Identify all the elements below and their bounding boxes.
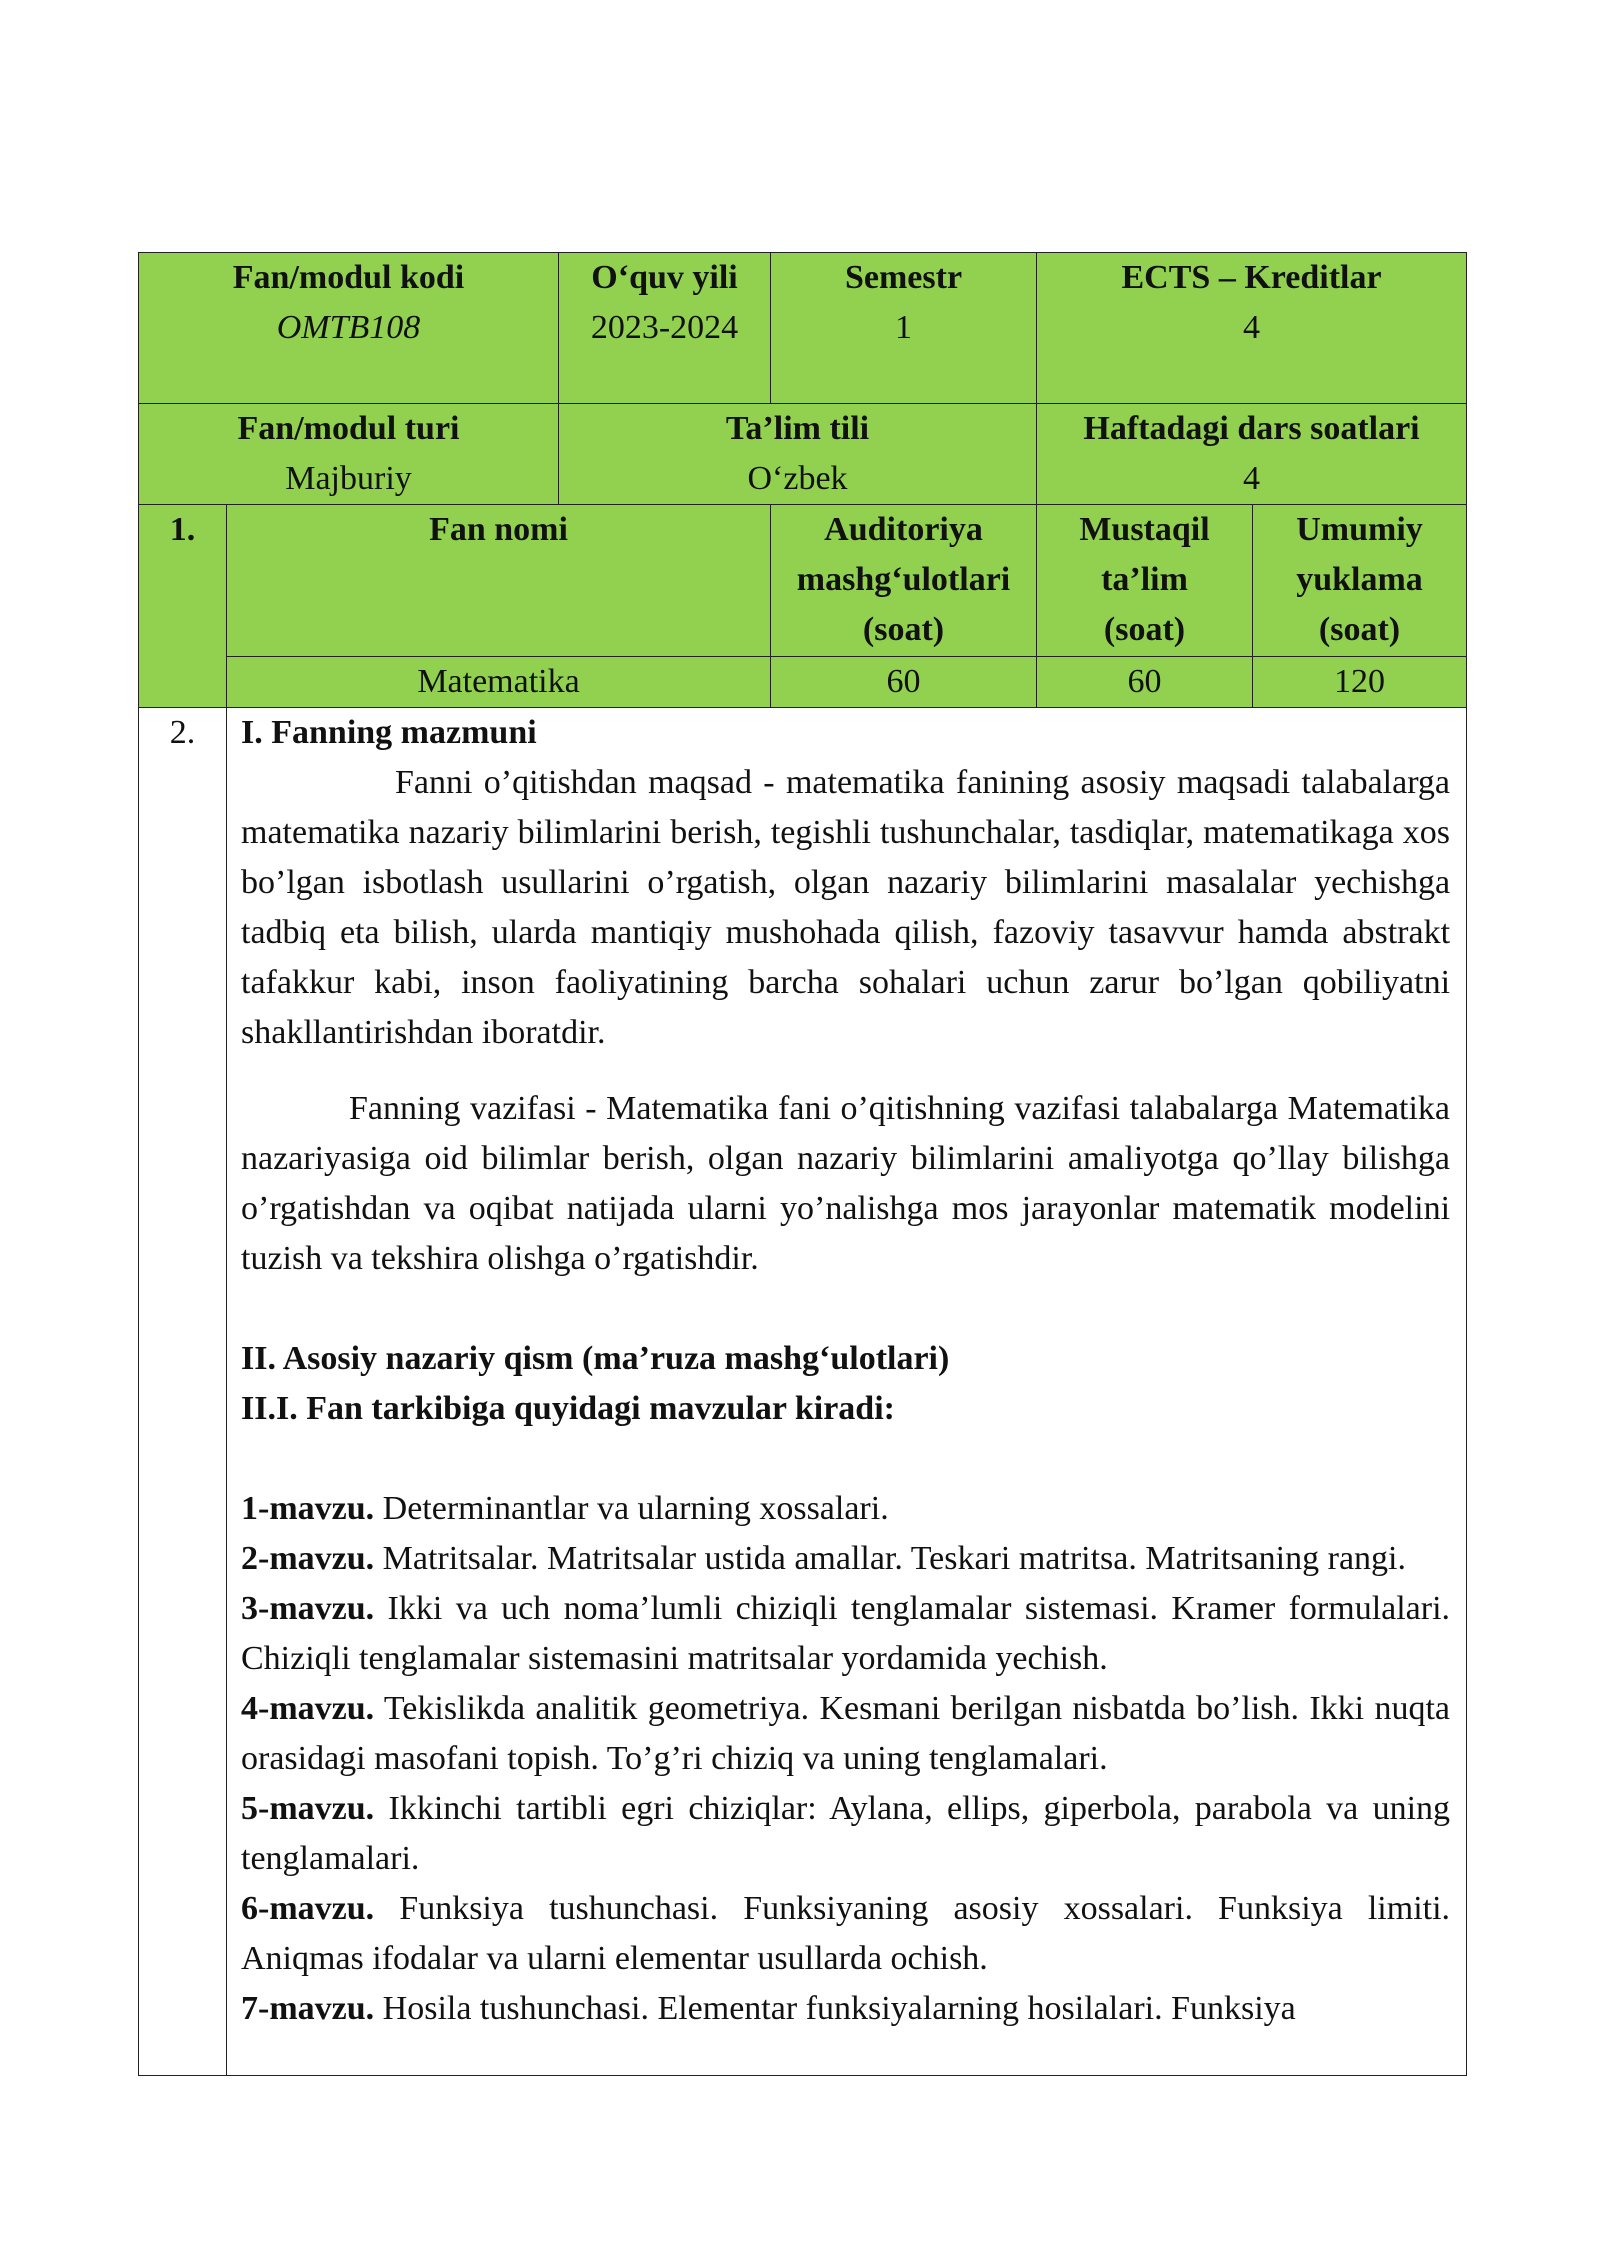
auditorium-hours-value: 60 [771, 657, 1037, 708]
topic-item [241, 1534, 1450, 1584]
module-type-value: Majburiy [285, 460, 412, 497]
module-code-label: Fan/modul kodi [232, 259, 465, 296]
topic-item [241, 1484, 1450, 1534]
topic-text: Ikki va uch noma’lumli chiziqli tenglamalar sistemasi. Kramer formulalari. Chiziqli tenglamalar sistemasini matritsalar yordamida yechish. [241, 1590, 1451, 1677]
subject-name-value: Matematika [227, 657, 771, 708]
module-code-cell [139, 253, 559, 404]
ects-label: ECTS – Kreditlar [1121, 259, 1382, 296]
total-load-header [1253, 505, 1467, 657]
theory-heading: II. Asosiy nazariy qism (ma’ruza mashg‘ulotlari) [241, 1340, 950, 1377]
language-value: O‘zbek [747, 460, 848, 497]
header-row-2 [139, 404, 1467, 505]
header-row-3 [139, 505, 1467, 657]
topic-label: 1-mavzu. [241, 1490, 375, 1527]
weekly-hours-value: 4 [1243, 460, 1261, 497]
spacer [241, 1058, 1450, 1084]
topic-item [241, 1584, 1450, 1684]
topic-label: 4-mavzu. [241, 1690, 375, 1727]
spacer [241, 1434, 1450, 1484]
topic-text: Ikkinchi tartibli egri chiziqlar: Aylana, ellips, giperbola, parabola va uning tenglamalari. [241, 1790, 1451, 1877]
header-row-1 [139, 253, 1467, 404]
topic-text: Matritsalar. Matritsalar ustida amallar. Teskari matritsa. Matritsaning rangi. [382, 1540, 1406, 1577]
row-number-2: 2. [139, 708, 227, 2076]
auditorium-header-line-2: mashg‘ulotlari [796, 561, 1011, 598]
topic-item [241, 1684, 1450, 1784]
topic-label: 6-mavzu. [241, 1890, 375, 1927]
topic-text: Hosila tushunchasi. Elementar funksiyalarning hosilalari. Funksiya [382, 1990, 1296, 2027]
total-load-value: 120 [1253, 657, 1467, 708]
semester-cell [771, 253, 1037, 404]
auditorium-hours-header [771, 505, 1037, 657]
independent-header-line-2: ta’lim [1101, 561, 1188, 598]
total-header-line-3: (soat) [1318, 611, 1401, 648]
weekly-hours-cell [1037, 404, 1467, 505]
language-label: Ta’lim tili [725, 410, 870, 447]
academic-year-value: 2023-2024 [590, 309, 739, 346]
weekly-hours-label: Haftadagi dars soatlari [1083, 410, 1420, 447]
academic-year-cell [559, 253, 771, 404]
topic-label: 7-mavzu. [241, 1990, 375, 2027]
course-syllabus-table [138, 252, 1467, 2076]
row-number-1: 1. [139, 505, 227, 708]
module-type-cell [139, 404, 559, 505]
semester-value: 1 [895, 309, 913, 346]
independent-header-line-1: Mustaqil [1079, 511, 1210, 548]
independent-study-header [1037, 505, 1253, 657]
goal-paragraph: Fanni o’qitishdan maqsad - matematika fanining asosiy maqsadi talabalarga matematika nazariy bilimlarini berish, tegishli tushunchalar, tasdiqlar, matematikaga xos bo’lgan isbotlash usullarini o’rgatish, olgan nazariy bilimlarini masalalar yechishga tadbiq eta bilish, ularda mantiqiy mushohada qilish, fazoviy tasavvur hamda abstrakt tafakkur kabi, inson faoliyatining barcha sohalari uchun zarur bo’lgan qobiliyatni shakllantirishdan iboratdir. [241, 764, 1451, 1051]
topic-text: Funksiya tushunchasi. Funksiyaning asosiy xossalari. Funksiya limiti. Aniqmas ifodalar va ularni elementar usullarda ochish. [241, 1890, 1451, 1977]
total-header-line-1: Umumiy [1296, 511, 1423, 548]
language-cell [559, 404, 1037, 505]
module-code-value: OMTB108 [276, 309, 421, 346]
module-type-label: Fan/modul turi [237, 410, 460, 447]
topic-text: Tekislikda analitik geometriya. Kesmani berilgan nisbatda bo’lish. Ikki nuqta orasidagi masofani topish. To’g’ri chiziq va uning tenglamalari. [241, 1690, 1451, 1777]
content-cell [227, 708, 1467, 2076]
spacer [241, 1284, 1450, 1334]
topic-label: 3-mavzu. [241, 1590, 375, 1627]
topic-item [241, 1784, 1450, 1884]
topics-heading: II.I. Fan tarkibiga quyidagi mavzular kiradi: [241, 1390, 895, 1427]
ects-value: 4 [1243, 309, 1261, 346]
content-body [227, 708, 1466, 2034]
auditorium-header-line-1: Auditoriya [824, 511, 983, 548]
topic-item [241, 1884, 1450, 1984]
topic-item [241, 1984, 1450, 2034]
auditorium-header-line-3: (soat) [862, 611, 945, 648]
topic-text: Determinantlar va ularning xossalari. [382, 1490, 889, 1527]
academic-year-label: O‘quv yili [591, 259, 738, 296]
topic-label: 2-mavzu. [241, 1540, 375, 1577]
independent-header-line-3: (soat) [1103, 611, 1186, 648]
header-row-4 [139, 657, 1467, 708]
total-header-line-2: yuklama [1296, 561, 1423, 598]
topic-label: 5-mavzu. [241, 1790, 375, 1827]
subject-name-header: Fan nomi [227, 505, 771, 657]
content-row [139, 708, 1467, 2076]
independent-study-value: 60 [1037, 657, 1253, 708]
ects-cell [1037, 253, 1467, 404]
task-paragraph: Fanning vazifasi - Matematika fani o’qitishning vazifasi talabalarga Matematika nazariyasiga oid bilimlar berish, olgan nazariy bilimlarini amaliyotga qo’llay bilishga o’rgatishdan va oqibat natijada ularni yo’nalishga mos jarayonlar matematik modelini tuzish va tekshira olishga o’rgatishdir. [241, 1090, 1451, 1277]
semester-label: Semestr [844, 259, 963, 296]
section-heading: I. Fanning mazmuni [241, 714, 537, 751]
